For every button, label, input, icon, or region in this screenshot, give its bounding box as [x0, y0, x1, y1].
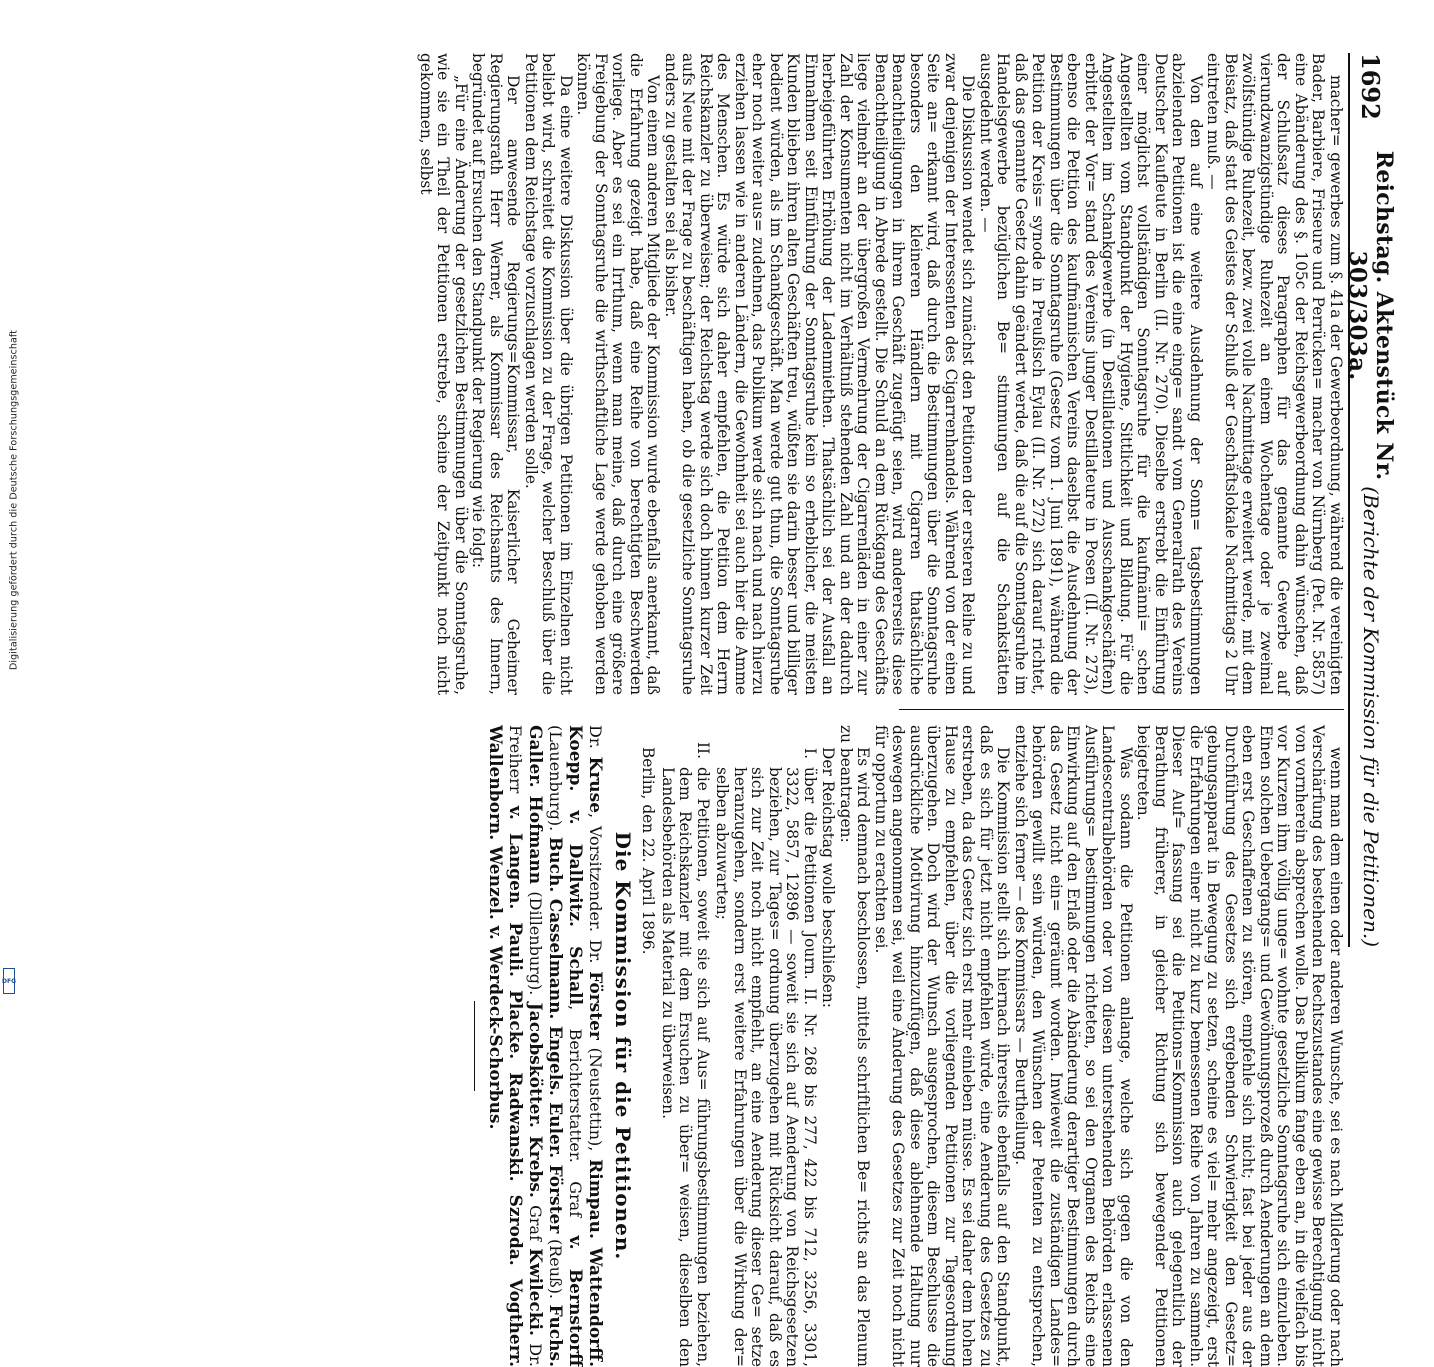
page-header: [1344, 53, 1398, 947]
resolution-text: über die Petitionen Journ. II. Nr. 268 bis 277, 422 bis 712, 3256, 3301, 3322, 5857, 12896 — soweit sie sich auf Aenderung von Reichsgesetzen beziehen, zur Tages= ordnung überzugehen mit Rücksicht darauf, daß es sich zur Zeit noch nicht empfiehlt, an eine Aenderung dieser Ge= setze heranzugehen, sondern erst weitere Erfahrungen über die Wirkung der= selben abzuwarten;: [713, 767, 819, 1367]
signatory-text: Dr. Freiherr: [506, 725, 546, 1367]
signatory-text: Dr.: [586, 725, 606, 757]
running-head: [1345, 145, 1398, 486]
signatory-text: (Reuß).: [546, 1233, 566, 1305]
dfg-logo: [3, 968, 15, 994]
closing-rule: [475, 1001, 476, 1091]
paragraph: Von den auf eine weitere Ausdehnung der Sonn= tagsbestimmungen abzielenden Petitionen ist die eine einge= sandt vom Generalrath des Vereins Deutscher Kaufleute in Berlin (II. Nr. 270). Dieselbe erstrebt die Einführung einer möglichst vollständigen Sonntagsruhe für die kaufmänni= schen Angestellten vom Standpunkt der Hygiene, Sittlichkeit und Bildung. Für die Angestellten im Schankgewerbe (in Destillationen und Ausschankgeschäften) erbittet der Vor= stand des Vereins junger Destillateure in Posen (II. Nr. 273), ebenso die Petition des kaufmännischen Vereins daselbst die Ausdehnung der Bestimmungen über die Sonntagsruhe (Gesetz vom 1. Juni 1891), während die Petition der Kreis= synode in Preußisch Eylau (II. Nr. 272) sich darauf richtet, daß das genannte Gesetz dahin geändert werde, daß die auf die Sonntagsruhe im Handelsgewerbe bezüglichen Be= stimmungen auf die Schankstätten ausgedehnt werden. —: [977, 53, 1205, 695]
paragraph: Die Diskussion wendet sich zunächst den Petitionen der ersteren Reihe zu und zwar denjenigen der Interessenten des Cigarrenhandels. Während von der einen Seite an= erkannt wird, daß durch die Bestimmungen über die Sonntagsruhe besonders den kleineren Händlern mit Cigarren thatsächliche Benachtheiligungen in ihrem Geschäft zugefügt seien, wird andererseits diese Benachtheiligung in Abrede gestellt. Die Schuld an dem Rückgang des Geschäfts liege vielmehr an der übergroßen Vermehrung der Cigarrenläden in einer zur Zahl der Konsumenten nicht im Verhältniß stehenden Zahl und an der dadurch herbeigeführten Erhöhung der Ladenmiethen. Thatsächlich sei der Ausfall an Einnahmen seit Einführung der Sonntagsruhe kein so erheblicher, die meisten Kunden blieben ihren alten Geschäften treu, wüßten sie darin besser und billiger bedient würden, als im Schankgeschäft. Man werde gut thun, die Sonntagsruhe eher noch weiter aus= zudehnen, das Publikum werde sich nach und nach hierzu erziehen lassen wie in anderen Ländern, die Gewohnheit sei auch hier die Amme des Menschen. Es würde sich daher empfehlen, die Petition dem Herrn Reichskanzler zu überweisen; der Reichstag werde sich doch binnen kurzer Zeit aufs Neue mit der Frage zu beschäftigen haben, ob die gesetzliche Sonntagsruhe anders zu gestalten sei als bisher.: [662, 53, 978, 695]
paragraph: wenn man dem einen oder anderen Wunsche, sei es nach Milderung oder nach Verschärfung des bestehenden Rechtszustandes eine gewisse Berechtigung nicht von vornherein absprechen wolle. Das Publikum fange eben an, in die vielfach bis vor Kurzem ihm völlig unge= wohnte gesetzliche Sonntagsruhe sich einzuleben. Einen solchen Uebergangs= und Gewöhnungsprozeß durch Aenderungen an dem eben erst Geschaffenen zu stören, empfehle sich nicht; fast bei jeder aus der Durchführung des Gesetzes sich ergebenden Schwierigkeit den Gesetz= gebungsapparat in Bewegung zu setzen, scheine es viel= mehr angezeigt, erst die Erfahrungen einer nicht zu kurz bemessenen Reihe von Jahren zu sammeln. Dieser Auf= fassung sei die Petitions=Kommission auch gelegentlich der Berathung früherer, in gleicher Richtung sich bewegender Petitionen beigetreten.: [1134, 725, 1345, 1367]
paragraph: Die Kommission stellt sich hiernach ihrerseits ebenfalls auf den Standpunkt, daß es sich für jetzt nicht empfehlen würde, eine Aenderung des Gesetzes zu erstreben, da das Gesetz sich erst mehr einleben müsse. Es sei daher dem hohen Hause zu empfehlen, über die vorliegenden Petitionen zur Tagesordnung überzugehen. Doch wird der Wunsch ausgesprochen, diesem Beschlusse die ausdrückliche Motivirung hinzuzufügen, daß diese ablehnende Haltung nur deswegen angenommen sei, weil eine Änderung des Gesetzes zur Zeit noch nicht für opportun zu erachten sei.: [872, 725, 1013, 1367]
right-column: [52, 725, 1344, 1367]
paragraph: Von einem anderen Mitgliede der Kommission wurde ebenfalls anerkannt, daß die Erfahrung gezeigt habe, daß eine Reihe von berechtigten Beschwerden vorliege. Aber es sei ein Irrthum, wenn man meine, daß durch eine größere Freigebung der Sonntagsruhe die wirthschaftliche Lage werde gehoben werden können.: [574, 53, 663, 695]
left-column: [52, 53, 1344, 695]
column-divider: [899, 709, 1344, 710]
document-page: [32, 25, 1402, 1367]
resolution-item: [713, 725, 818, 1367]
resolution-item: [659, 725, 712, 1367]
signatory-text: (Lauenburg).: [546, 725, 566, 837]
page-number: 1692: [1356, 53, 1386, 120]
running-head-text: Reichstag. Aktenstück Nr.: [1371, 150, 1398, 481]
running-subtitle: (Berichte der Kommission für die Petitionen.): [1359, 486, 1383, 947]
signatory-text: , Berichterstatter. Graf: [566, 1005, 586, 1236]
paragraph: Es wird demnach beschlossen, mittels schriftlichen Be= richts an das Plenum zu beantragen:: [837, 725, 873, 1367]
date-line: Berlin, den 22. April 1896.: [639, 747, 658, 955]
resolution-numeral: II.: [694, 741, 712, 759]
signatory-text: (Neustettin),: [586, 1039, 606, 1160]
signatory-name: Rimpau. Wattendorff. Koepp. v. Dallwitz. Schall: [565, 725, 606, 1367]
paragraph: Der Reichstag wolle beschließen:: [819, 747, 838, 1008]
resolution-text: die Petitionen, soweit sie sich auf Aus= führungsbestimmungen beziehen, dem Reichskanzler mit dem Ersuchen zu über= weisen, dieselben den Landesbehörden als Material zu überweisen.: [659, 767, 712, 1367]
digitization-credit: [7, 0, 21, 1000]
header-rule: [1348, 53, 1350, 947]
paragraph: Was sodann die Petitionen anlange, welche sich gegen die von den Landescentralbehörden oder von diesen unterstehenden Behörden erlassenen Ausführungs= bestimmungen richteten, so sei den Organen des Reichs eine Einwirkung auf den Erlaß oder die Abänderung derartiger Bestimmungen durch das Gesetz nicht ein= geräumt worden. Inwieweit die zuständigen Landes= behörden gewillt sein würden, den Wünschen der Petenten zu entsprechen, entziehe sich ferner — des Kommissars — Beurtheilung.: [1012, 725, 1135, 1367]
signatory-name: Fuchs. Galler. Hofmann: [525, 725, 566, 1367]
dfg-logo-text: DFG: [2, 977, 17, 985]
commission-title: Die Kommission für die Petitionen.: [611, 831, 635, 1261]
signatory-name: Jacobskötter. Krebs.: [525, 1002, 546, 1198]
signatory-name: v. Langen. Pauli. Placke. Radwanski. Szroda. Vogtherr. Wallenborn. Wenzel. v. Werdeck-Schorbus.: [485, 725, 526, 1367]
paragraph: Der anwesende Regierungs=Kommissar, Kaiserlicher Geheimer Regierungsrath Herr Werner, als Kommissar des Reichsamts des Innern, begründet auf Ersuchen den Standpunkt der Regierung wie folgt:: [469, 53, 523, 695]
signatory-text: Graf: [526, 1197, 546, 1249]
signatory-name: Buch. Casselmann. Engels. Euler. Förster: [545, 836, 566, 1234]
signatory-list: [486, 725, 606, 1367]
signatory-name: Kwilecki.: [525, 1248, 546, 1336]
paragraph: macher= gewerbes zum §. 41a der Gewerbeordnung, während die vereinigten Bader, Barbiere, Friseure und Perrücken= macher von Nürnberg (Pet. Nr. 5857) eine Abänderung des §. 105c der Reichsgewerbeordnung dahin wünschen, daß der Schlußsatz dieses Paragraphen für das genannte Gewerbe auf vierundzwanzigstündige Ruhezeit an einem Wochentage oder je zweimal zwölfstündige Ruhezeit, bezw. zwei volle Nachmittage erweitert werde, mit dem Beisatz, daß statt des Geistes der Schluß der Geschäftslokale Nachmittags 2 Uhr eintreten muß. —: [1204, 53, 1345, 695]
signatory-name: v. Bernstorff: [565, 1235, 586, 1367]
paragraph: Da eine weitere Diskussion über die übrigen Petitionen im Einzelnen nicht beliebt wird, schreitet die Kommission zu der Frage, welcher Beschluß über die Petitionen dem Reichstage vorzuschlagen werden solle.: [522, 53, 575, 695]
signatory-text: (Dillenburg).: [526, 884, 546, 1003]
signatory-name: Kruse: [585, 756, 606, 814]
digitization-credit-text: Digitalisierung gefördert durch die Deutsche Forschungsgemeinschaft: [8, 330, 20, 670]
resolution-numeral: I.: [801, 748, 819, 759]
document-numbers: 303/303a.: [1344, 250, 1372, 381]
signatory-name: Förster: [585, 971, 606, 1040]
signatory-text: , Vorsitzender. Dr.: [586, 813, 606, 972]
paragraph: „Für eine Änderung der gesetzlichen Bestimmungen über die Sonntagsruhe, wie sie ein Theil der Petitionen erstrebe, scheine der Zeitpunkt noch nicht gekommen, selbst: [417, 53, 470, 695]
